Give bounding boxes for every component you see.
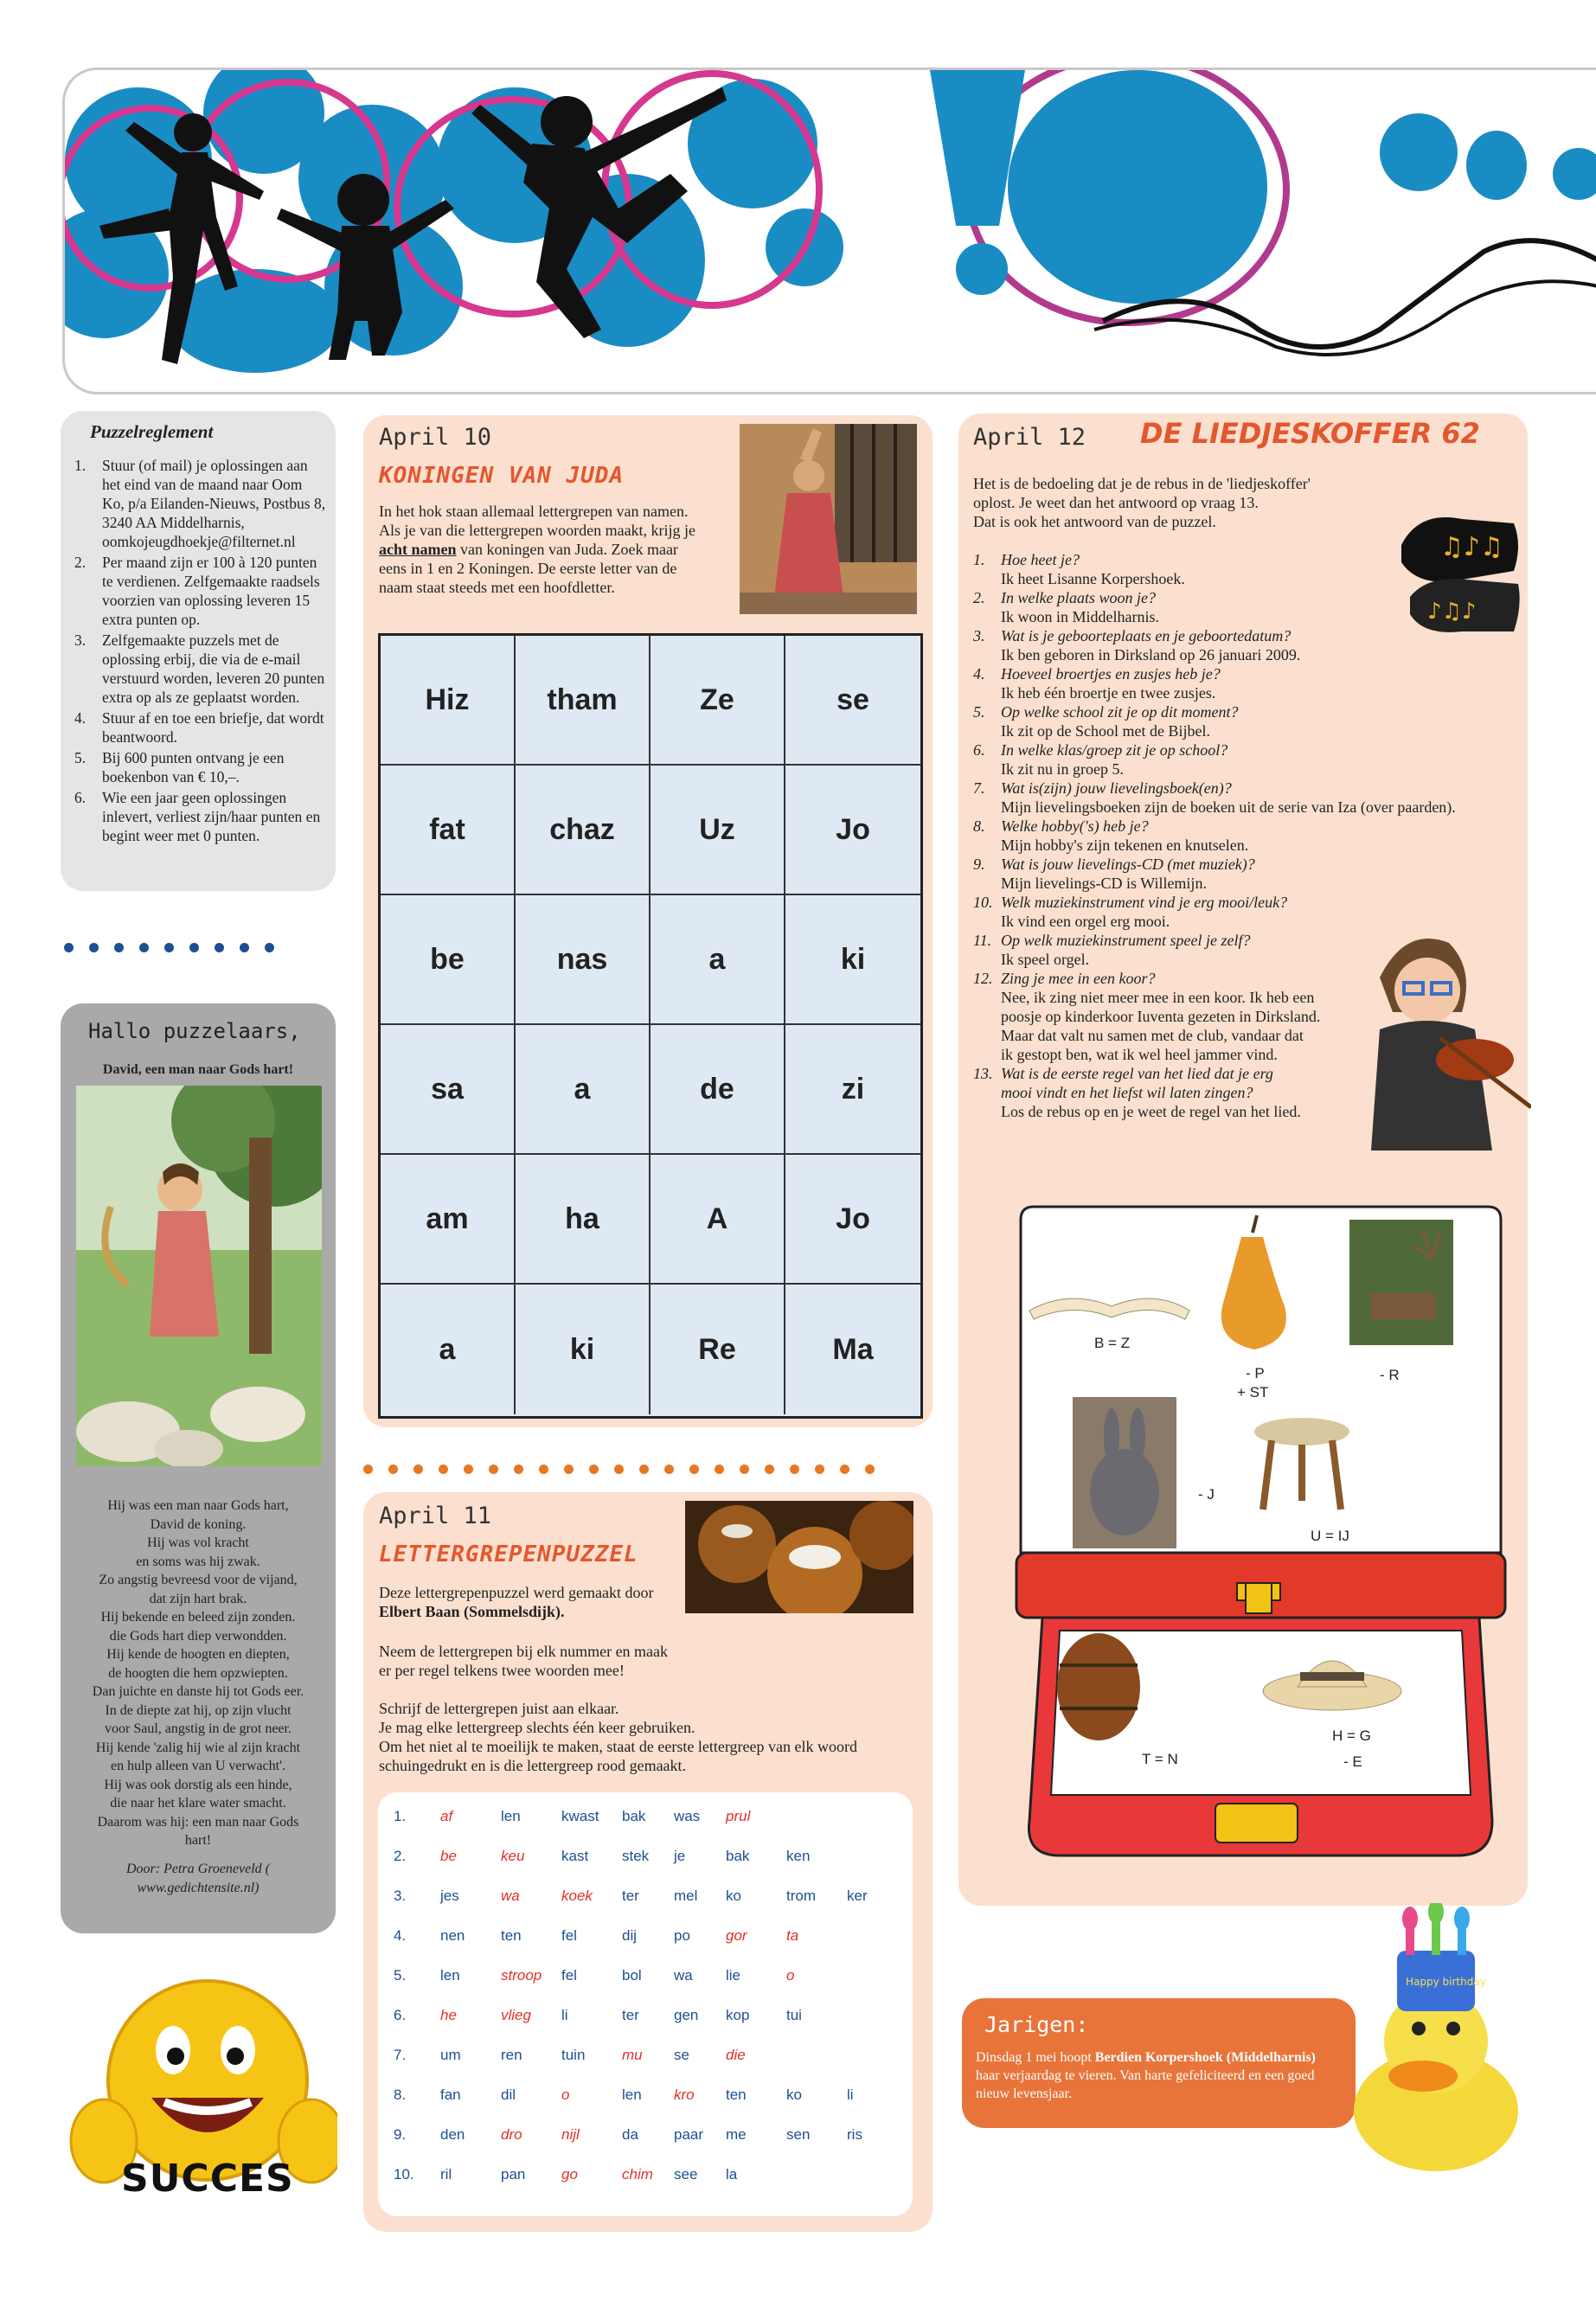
syllable: tui <box>786 2007 802 2023</box>
dancer-silhouette-1 <box>99 113 264 364</box>
king-praying-image <box>740 424 917 614</box>
syllable: be <box>440 1848 457 1864</box>
succes-label: SUCCES <box>121 2157 294 2201</box>
qa-item <box>973 855 1527 893</box>
answer-text: Ik vind een orgel erg mooi. <box>1001 913 1170 930</box>
puzzle-piece: ki <box>516 1285 651 1414</box>
syllable: dil <box>501 2086 516 2103</box>
poem-line: Hij kende de hoogten en diepten, <box>106 1647 290 1662</box>
april11-p1: Neem de lettergrepen bij elk nummer en maak er per regel telkens twee woorden mee! <box>379 1643 669 1679</box>
puzzle-piece: a <box>381 1285 516 1414</box>
syllable: fel <box>561 1927 577 1944</box>
poem-line: David de koning. <box>150 1516 247 1532</box>
poem-line: Hij bekende en beleed zijn zonden. <box>100 1610 296 1625</box>
poem-author <box>61 1860 336 1898</box>
rebus-stool-label: U = IJ <box>1311 1528 1349 1544</box>
question-number: 5. <box>973 703 985 721</box>
syllable: po <box>674 1927 690 1944</box>
rebus-hat-label-2: - E <box>1343 1753 1362 1770</box>
syllable-row <box>378 1848 913 1874</box>
question-text: Welke hobby('s) heb je? <box>1001 817 1149 835</box>
syllable: keu <box>501 1848 525 1864</box>
poem-line: en soms was hij zwak. <box>136 1554 260 1569</box>
poem-line: Hij kende 'zalig hij wie al zijn kracht <box>95 1740 301 1755</box>
poem-line: hart! <box>184 1833 212 1848</box>
puzzle-piece: am <box>381 1155 516 1285</box>
rule-number: 3. <box>74 631 87 649</box>
syllable: paar <box>674 2126 704 2143</box>
answer-text: Mijn lievelings-CD is Willemijn. <box>1001 875 1207 892</box>
header-banner <box>62 67 1596 394</box>
qa-item <box>973 817 1527 855</box>
rules-card <box>61 411 336 891</box>
syllable: ten <box>501 1927 522 1944</box>
rebus-rabbit-label: - J <box>1198 1486 1215 1503</box>
puzzle-piece: Re <box>651 1285 785 1414</box>
april10-title: KONINGEN VAN JUDA <box>379 463 625 489</box>
rule-item <box>74 456 327 551</box>
syllable: bak <box>726 1848 750 1864</box>
syllable: trom <box>786 1888 816 1904</box>
syllable: ta <box>786 1927 799 1944</box>
puzzle-piece: se <box>785 636 920 766</box>
rule-text: Stuur (of mail) je oplossingen aan het eind van de maand naar Oom Ko, p/a Eilanden-Nieuws, Postbus 8, 3240 AA Middelharnis, oomkojeugdhoekje@filternet.nl <box>102 457 326 550</box>
answer-text: Ik zit op de School met de Bijbel. <box>1001 722 1210 740</box>
row-number: 4. <box>394 1927 407 1944</box>
puzzle-piece: a <box>516 1025 651 1155</box>
question-text: Wat is jouw lievelings-CD (met muziek)? <box>1001 856 1255 873</box>
girl-violin-image <box>1345 908 1531 1150</box>
syllable-row <box>378 2047 913 2073</box>
april11-title: LETTERGREPENPUZZEL <box>379 1541 638 1567</box>
april12-intro: Het is de bedoeling dat je de rebus in de 'liedjeskoffer' oplost. Je weet dan het antwoord op vraag 13. Dat is ook het antwoord van de puzzel. <box>973 475 1311 530</box>
april12-date: April 12 <box>973 424 1086 451</box>
question-number: 9. <box>973 856 985 873</box>
rule-number: 1. <box>74 457 87 474</box>
syllable: bol <box>622 1967 642 1984</box>
puzzle-piece: ki <box>785 895 920 1025</box>
puzzle-piece: zi <box>785 1025 920 1155</box>
syllable: kro <box>674 2086 695 2103</box>
syllable: go <box>561 2166 578 2182</box>
puzzle-piece: Uz <box>651 766 785 895</box>
answer-text: Nee, ik zing niet meer mee in een koor. Ik heb een <box>1001 989 1315 1006</box>
rule-item <box>74 748 327 786</box>
puzzle-piece: Ze <box>651 636 785 766</box>
row-number: 5. <box>394 1967 407 1984</box>
puzzle-piece: de <box>651 1025 785 1155</box>
syllable: ter <box>622 2007 639 2023</box>
question-text: Wat is je geboorteplaats en je geboortedatum? <box>1001 627 1292 644</box>
answer-text: poosje op kinderkoor Iuventa gezeten in Dirksland. <box>1001 1008 1321 1025</box>
row-number: 1. <box>394 1808 407 1824</box>
question-text: In welke klas/groep zit je op school? <box>1001 741 1228 759</box>
question-number: 2. <box>973 589 985 606</box>
qa-item <box>973 740 1527 779</box>
rule-number: 2. <box>74 554 87 571</box>
author-line: Door: Petra Groeneveld ( <box>125 1862 271 1876</box>
question-number: 1. <box>973 551 985 568</box>
syllable: ken <box>786 1848 811 1864</box>
april11-p3: Je mag elke lettergreep slechts één keer gebruiken. <box>379 1719 695 1736</box>
puzzle-piece: Ma <box>832 1332 874 1366</box>
april10-text: In het hok staan allemaal lettergrepen van namen. Als je van die lettergrepen woorden maakt, krijg je acht namen van koningen van Juda. Zoek maar eens in 1 en 2 Koningen. De eerste letter van de naam staat steeds met een hoofdletter. <box>379 503 696 596</box>
syllable-row <box>378 1967 913 1993</box>
answer-text: Mijn lievelingsboeken zijn de boeken uit de serie van Iza (over paarden). <box>1001 798 1456 816</box>
syllable-row <box>378 2166 913 2192</box>
puzzle-piece: Jo <box>785 1155 920 1285</box>
syllable-row <box>378 1808 913 1834</box>
poem-line: Hij was een man naar Gods hart, <box>107 1498 289 1513</box>
question-text: Hoe heet je? <box>1001 551 1080 568</box>
syllable: mu <box>622 2047 643 2063</box>
syllable: da <box>622 2126 638 2143</box>
syllable: ko <box>726 1888 741 1904</box>
syllable: se <box>674 2047 689 2063</box>
syllable: ker <box>847 1888 868 1904</box>
row-number: 6. <box>394 2007 407 2023</box>
syllable: la <box>726 2166 738 2182</box>
syllable: vlieg <box>501 2007 531 2023</box>
hello-card <box>61 1003 336 1933</box>
syllable: len <box>440 1967 460 1984</box>
rule-item <box>74 631 327 707</box>
april11-intro: Deze lettergrepenpuzzel werd gemaakt door Elbert Baan (Sommelsdijk). <box>379 1584 654 1620</box>
acht-namen: acht namen <box>379 541 457 558</box>
question-number: 7. <box>973 779 985 797</box>
syllable: sen <box>786 2126 811 2143</box>
syllable: he <box>440 2007 457 2023</box>
syllable: me <box>726 2126 747 2143</box>
syllable: wa <box>501 1888 520 1904</box>
syllable-row <box>378 1927 913 1953</box>
dot-divider-orange <box>363 1463 890 1478</box>
rule-number: 6. <box>74 789 87 806</box>
puzzle-piece: Hiz <box>381 636 516 766</box>
april11-p4: Om het niet al te moeilijk te maken, staat de eerste lettergreep van elk woord schuingedrukt en is die lettergreep rood gemaakt. <box>379 1738 857 1774</box>
syllable: kop <box>726 2007 750 2023</box>
birthday-name: Berdien Korpershoek (Middelharnis) <box>1094 2050 1316 2065</box>
poem-line: Zo angstig bevreesd voor de vijand, <box>99 1573 298 1587</box>
rule-text: Wie een jaar geen oplossingen inlevert, verliest zijn/haar punten en begint weer met 0 punten. <box>102 789 321 844</box>
syllable: len <box>622 2086 642 2103</box>
row-number: 8. <box>394 2086 407 2103</box>
deer-icon <box>1349 1220 1453 1345</box>
syllable: li <box>847 2086 854 2103</box>
dancer-silhouette-2 <box>277 174 454 360</box>
rule-text: Zelfgemaakte puzzels met de oplossing erbij, die via de e-mail verstuurd worden, leveren 20 punten extra op als ze geplaatst worden. <box>102 631 325 706</box>
svg-text:♪♫♪: ♪♫♪ <box>1427 599 1477 625</box>
syllable-table <box>378 1792 913 2216</box>
syllable: den <box>440 2126 465 2143</box>
swoosh-line <box>1103 240 1596 347</box>
row-number: 7. <box>394 2047 407 2063</box>
syllable-row <box>378 2126 913 2152</box>
author-url: www.gedichtensite.nl) <box>137 1881 260 1895</box>
question-number: 11. <box>973 932 992 949</box>
answer-text: Ik heet Lisanne Korpershoek. <box>1001 570 1185 587</box>
jarigen-text: Dinsdag 1 mei hoopt Berdien Korpershoek (Middelharnis) haar verjaardag te vieren. Van harte gefeliciteerd en een goed nieuw levensjaar. <box>976 2050 1316 2101</box>
rabbit-icon <box>1073 1397 1176 1548</box>
april11-p2: Schrijf de lettergrepen juist aan elkaar. <box>379 1700 619 1717</box>
puzzle-piece: nas <box>516 895 651 1025</box>
question-text: Wat is de eerste regel van het lied dat je erg <box>1001 1065 1273 1082</box>
poem-line: Hij was vol kracht <box>147 1535 249 1550</box>
syllable-row <box>378 1888 913 1913</box>
hello-title: Hallo puzzelaars, <box>88 1019 301 1043</box>
koningen-puzzle-grid <box>378 633 923 1419</box>
exclamation-mark <box>930 70 1025 295</box>
oliebollen-image <box>685 1501 913 1613</box>
syllable-row <box>378 2007 913 2033</box>
poem-line: de hoogten die hem opzwiepten. <box>108 1665 288 1681</box>
answer-text: Maar dat valt nu samen met de club, vandaar dat <box>1001 1027 1304 1044</box>
puzzle-piece: be <box>381 895 516 1025</box>
puzzle-piece: Jo <box>785 766 920 895</box>
syllable: ril <box>440 2166 452 2182</box>
syllable: o <box>786 1967 795 1984</box>
answer-text: Ik woon in Middelharnis. <box>1001 608 1159 625</box>
poem-line: en hulp alleen van U verwacht'. <box>111 1759 285 1773</box>
syllable: af <box>440 1808 453 1824</box>
syllable: pan <box>501 2166 526 2182</box>
answer-text: Ik heb één broertje en twee zusjes. <box>1001 684 1216 702</box>
puzzle-piece: a <box>651 895 785 1025</box>
row-number: 3. <box>394 1888 407 1904</box>
poem-line: Hij was ook dorstig als een hinde, <box>104 1777 292 1792</box>
rebus-deer-label: - R <box>1380 1367 1400 1383</box>
syllable: ko <box>786 2086 802 2103</box>
puzzle-piece: fat <box>381 766 516 895</box>
rule-number: 5. <box>74 749 87 766</box>
answer-text: Los de rebus op en je weet de regel van het lied. <box>1001 1103 1301 1120</box>
syllable: stek <box>622 1848 650 1864</box>
question-text: Op welk muziekinstrument speel je zelf? <box>1001 932 1251 949</box>
question-number: 10. <box>973 894 993 911</box>
qa-item <box>973 626 1527 664</box>
question-number: 3. <box>973 627 985 644</box>
qa-item <box>973 702 1527 740</box>
syllable: dro <box>501 2126 522 2143</box>
syllable: ren <box>501 2047 522 2063</box>
rebus-hat-label-1: H = G <box>1332 1727 1371 1744</box>
april11-date: April 11 <box>379 1503 492 1529</box>
syllable: fel <box>561 1967 577 1984</box>
poem-line: voor Saul, angstig in de grot neer. <box>105 1721 292 1736</box>
poem <box>61 1497 336 1850</box>
question-number: 12. <box>973 970 993 987</box>
david-harp-image <box>76 1086 322 1466</box>
poem-line: In de diepte zat hij, op zijn vlucht <box>105 1702 292 1718</box>
syllable: kwast <box>561 1808 599 1824</box>
answer-text: ik gestopt ben, wat ik wel heel jammer vind. <box>1001 1046 1278 1063</box>
rebus-barrel-label: T = N <box>1142 1751 1178 1767</box>
syllable: see <box>674 2166 698 2182</box>
syllable: jes <box>440 1888 459 1904</box>
qa-item <box>973 664 1527 702</box>
row-number: 9. <box>394 2126 407 2143</box>
row-number: 10. <box>394 2166 414 2182</box>
poem-line: Dan juichte en danste hij tot Gods eer. <box>92 1684 304 1699</box>
question-text: Zing je mee in een koor? <box>1001 970 1156 987</box>
rebus-book-label: B = Z <box>1094 1335 1131 1351</box>
rule-text: Stuur af en toe een briefje, dat wordt beantwoord. <box>102 709 324 746</box>
syllable: stroop <box>501 1967 542 1984</box>
answer-text: Ik zit nu in groep 5. <box>1001 760 1124 778</box>
syllable: dij <box>622 1927 638 1944</box>
rule-item <box>74 553 327 629</box>
qa-item <box>973 588 1527 626</box>
answer-text: Mijn hobby's zijn tekenen en knutselen. <box>1001 836 1249 854</box>
rule-number: 4. <box>74 709 87 727</box>
question-number: 8. <box>973 817 985 835</box>
rules-title: Puzzelreglement <box>90 421 214 442</box>
hat-text: Happy birthday <box>1406 1976 1486 1988</box>
syllable: um <box>440 2047 461 2063</box>
header-illustration <box>65 70 1596 392</box>
question-number: 6. <box>973 741 985 759</box>
syllable: lie <box>726 1967 741 1984</box>
question-text: mooi vindt en het liefst wil laten zingen? <box>1001 1084 1253 1101</box>
puzzle-piece: sa <box>381 1025 516 1155</box>
svg-text:♫♪♫: ♫♪♫ <box>1440 532 1503 562</box>
syllable: ten <box>726 2086 747 2103</box>
rule-item <box>74 788 327 845</box>
syllable: die <box>726 2047 746 2063</box>
rule-text: Bij 600 punten ontvang je een boekenbon van € 10,–. <box>102 749 285 785</box>
syllable: chim <box>622 2166 653 2182</box>
qa-item <box>973 550 1527 588</box>
syllable: o <box>561 2086 570 2103</box>
syllable: tuin <box>561 2047 586 2063</box>
syllable: ris <box>847 2126 862 2143</box>
puzzle-piece: A <box>651 1155 785 1285</box>
syllable: mel <box>674 1888 698 1904</box>
syllable: prul <box>726 1808 751 1824</box>
rule-item <box>74 708 327 747</box>
rebus-pear-label-2: + ST <box>1237 1384 1269 1400</box>
syllable: nijl <box>561 2126 580 2143</box>
rebus-suitcase <box>1008 1198 1514 1890</box>
syllable: nen <box>440 1927 465 1944</box>
puzzle-piece: chaz <box>516 766 651 895</box>
question-text: Wat is(zijn) jouw lievelingsboek(en)? <box>1001 779 1232 797</box>
syllable: ter <box>622 1888 639 1904</box>
poem-line: dat zijn hart brak. <box>149 1591 247 1606</box>
syllable: gen <box>674 2007 699 2023</box>
syllable: koek <box>561 1888 593 1904</box>
syllable: fan <box>440 2086 461 2103</box>
april10-date: April 10 <box>379 424 492 451</box>
syllable: gor <box>726 1927 747 1944</box>
syllable: len <box>501 1808 521 1824</box>
answer-text: Ik ben geboren in Dirksland op 26 januari 2009. <box>1001 646 1301 663</box>
poem-line: die Gods hart diep verwondden. <box>109 1628 287 1644</box>
qa-item <box>973 779 1527 817</box>
question-text: Hoeveel broertjes en zusjes heb je? <box>1001 665 1221 683</box>
question-number: 13. <box>973 1065 993 1082</box>
dot-divider-blue <box>64 941 290 957</box>
rule-text: Per maand zijn er 100 à 120 punten te verdienen. Zelfgemaakte raadsels voorzien van oplossing leveren 15 extra punten op. <box>102 554 320 628</box>
hello-subtitle: David, een man naar Gods hart! <box>102 1062 294 1077</box>
question-text: Welk muziekinstrument vind je erg mooi/leuk? <box>1001 894 1288 911</box>
liedjeskoffer-title: DE LIEDJESKOFFER 62 <box>1140 417 1480 450</box>
rebus-pear-label-1: - P <box>1246 1365 1265 1381</box>
syllable: bak <box>622 1808 646 1824</box>
row-number: 2. <box>394 1848 407 1864</box>
syllable: wa <box>674 1967 693 1984</box>
question-text: In welke plaats woon je? <box>1001 589 1156 606</box>
syllable: was <box>674 1808 701 1824</box>
dancer-silhouette-3 <box>471 87 727 338</box>
rules-list <box>74 456 327 845</box>
poem-line: Daarom was hij: een man naar Gods <box>97 1814 299 1830</box>
barrel-icon <box>1057 1633 1140 1740</box>
syllable: kast <box>561 1848 589 1864</box>
puzzle-piece: tham <box>516 636 651 766</box>
syllable: je <box>674 1848 686 1864</box>
poem-line: die naar het klare water smacht. <box>110 1796 286 1811</box>
puzzle-author: Elbert Baan (Sommelsdijk). <box>379 1603 565 1620</box>
birthday-duck-image <box>1341 1903 1540 2176</box>
question-text: Op welke school zit je op dit moment? <box>1001 703 1239 721</box>
syllable-row <box>378 2086 913 2112</box>
question-number: 4. <box>973 665 985 683</box>
syllable: li <box>561 2007 568 2023</box>
answer-text: Ik speel orgel. <box>1001 951 1090 968</box>
jarigen-title: Jarigen: <box>984 2012 1089 2037</box>
puzzle-piece: ha <box>516 1155 651 1285</box>
